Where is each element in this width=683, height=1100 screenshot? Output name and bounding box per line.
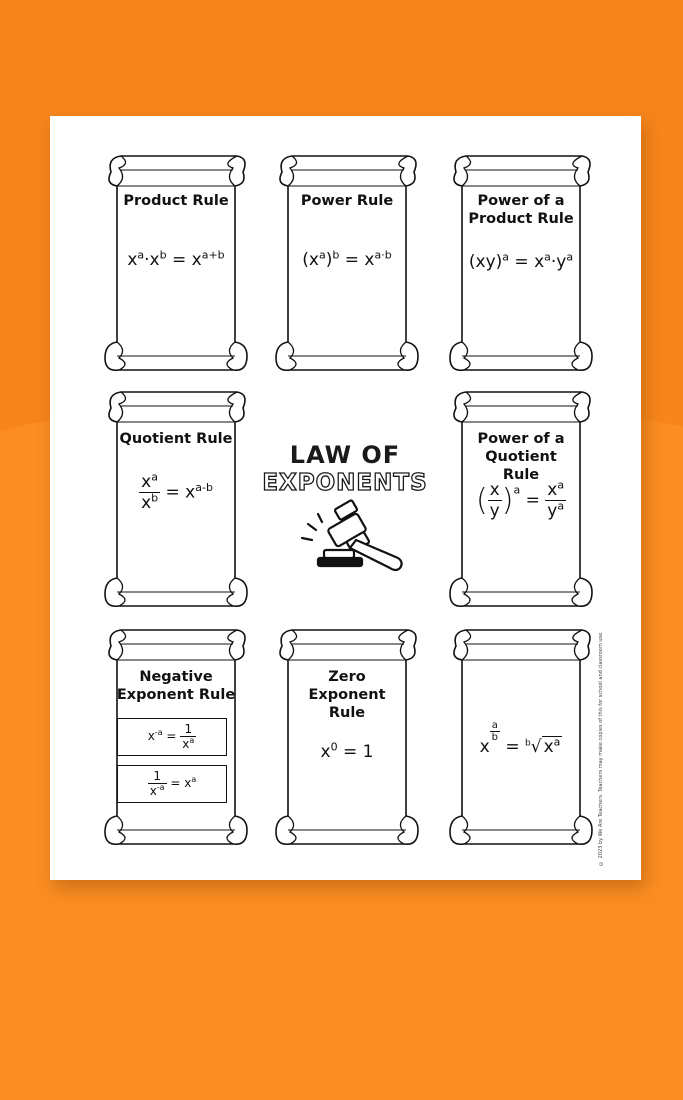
card-title: Quotient Rule (119, 431, 233, 447)
scroll-frame (268, 624, 426, 849)
rational-exponent-formula: x $\frac{a}{b}$ = $^b$√ $x^a$ (479, 720, 561, 757)
card-title: Product Rule (123, 193, 229, 209)
copyright-notice: © 2023 by We Are Teachers. Teachers may make copies of this for school and classroom use. (598, 631, 604, 866)
card-rational-exponent-rule (442, 624, 600, 849)
worksheet-page (50, 116, 641, 880)
power-of-product-formula: $(xy)^a = x^a\cdot y^a$ (468, 250, 574, 272)
negative-exponent-box-1: $x^{-a}$ = $\frac{1}{x^a}$ (117, 718, 227, 756)
card-zero-exponent-rule (268, 624, 426, 849)
card-power-of-quotient-rule (442, 386, 600, 611)
gavel-icon (290, 496, 410, 578)
zero-exponent-formula: $x^0 = 1$ (320, 740, 374, 762)
title-line-law-of: LAW OF (289, 441, 401, 469)
worksheet-title (240, 441, 450, 497)
card-power-of-product-rule (442, 150, 600, 375)
product-rule-formula: $x^a\cdot x^b = x^{a+b}$ (127, 248, 225, 270)
card-title: Negative Exponent Rule (116, 669, 236, 703)
title-line-exponents: EXPONENTS (262, 470, 428, 496)
card-title: Zero Exponent Rule (308, 669, 386, 721)
card-quotient-rule (97, 386, 255, 611)
quotient-rule-formula: $\frac{x^a}{x^b}$ = $x^{a-b}$ (141, 470, 213, 513)
card-title: Power Rule (300, 193, 394, 209)
card-title: Power of a Quotient Rule (477, 431, 565, 483)
card-product-rule (97, 150, 255, 375)
card-power-rule (268, 150, 426, 375)
power-of-quotient-formula: ( $\frac{x}{y}$ )$^a$ = $\frac{x^a}{y^a}$ (475, 478, 565, 521)
negative-exponent-box-2: $\frac{1}{x^{-a}}$ = $x^a$ (117, 765, 227, 803)
power-rule-formula: $(x^a)^b = x^{a\cdot b}$ (302, 248, 392, 270)
card-negative-exponent-rule (97, 624, 255, 849)
card-title: Power of a Product Rule (468, 193, 574, 227)
